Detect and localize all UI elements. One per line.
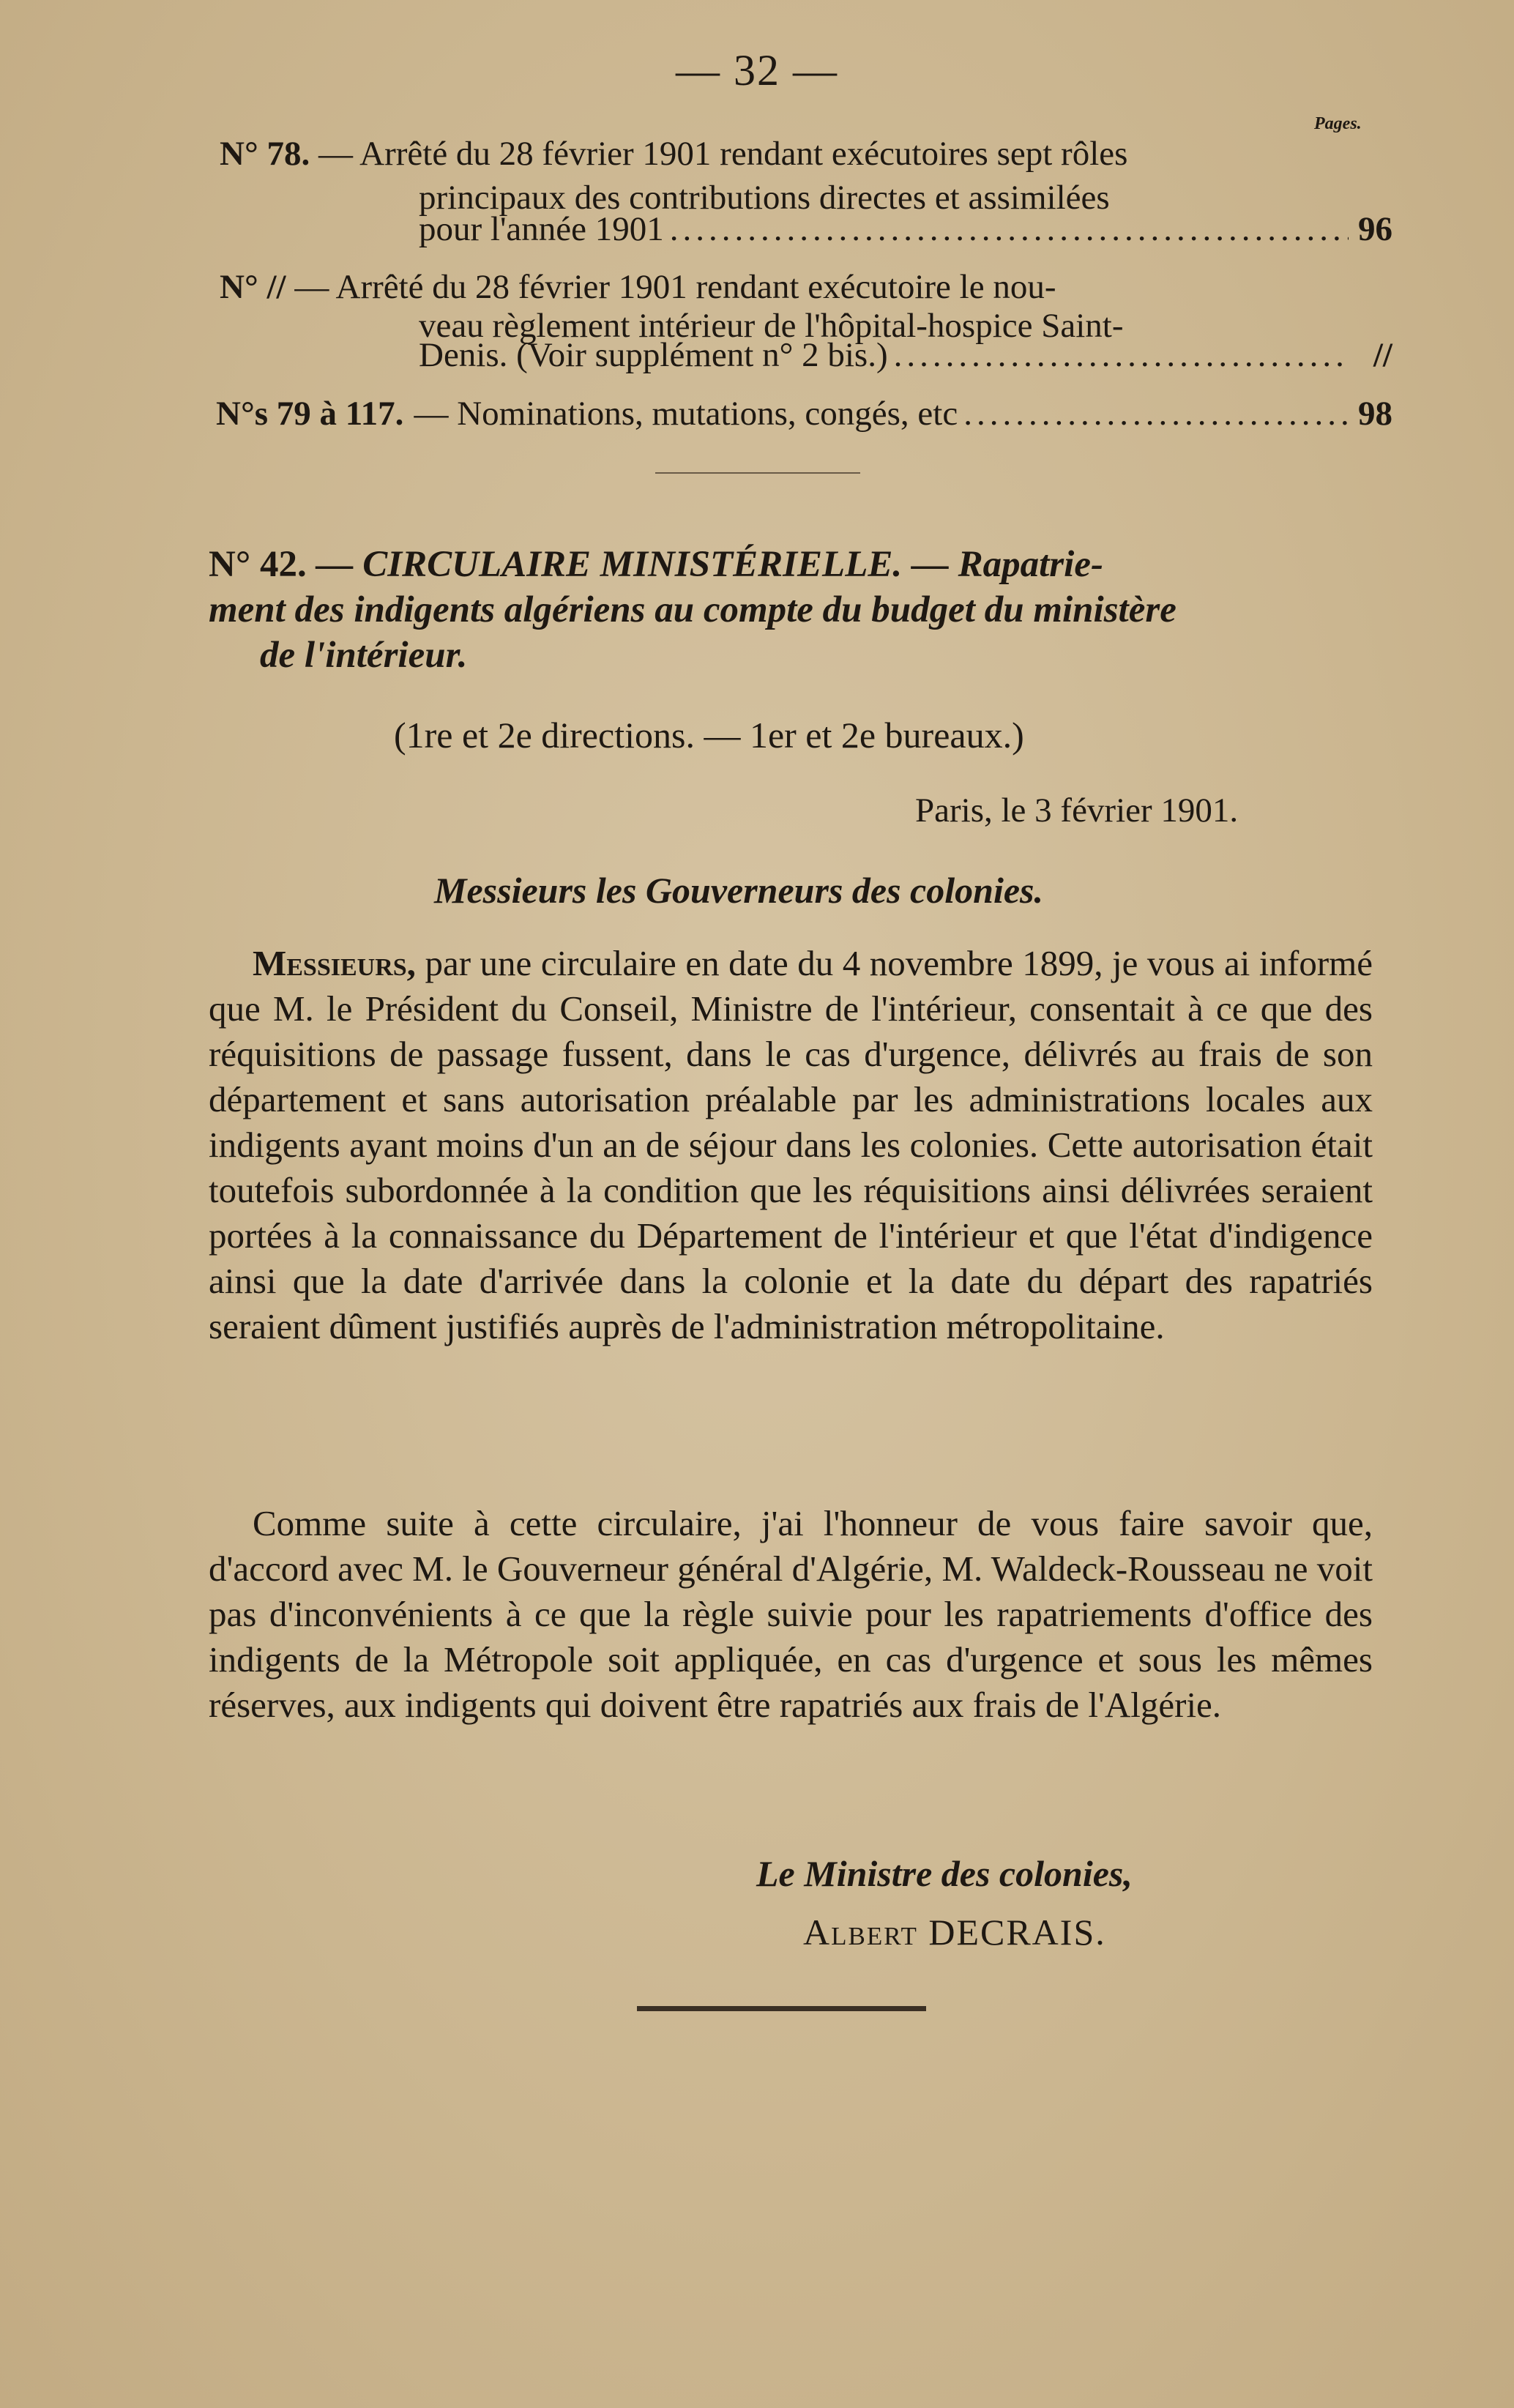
circular-title-line: de l'intérieur. [260,635,468,676]
toc-entry-text: — Arrêté du 28 février 1901 rendant exécutoire le nou- [294,268,1056,306]
circular-number: N° 42. [209,544,307,585]
pages-column-label: Pages. [1314,114,1362,133]
end-rule [637,2006,926,2011]
toc-entry-text: principaux des contributions directes et assimilées [419,179,1110,217]
toc-page-ref: 98 [1358,395,1392,433]
leader-dots [664,207,1349,251]
paragraph-lead-word: Messieurs, [253,943,416,983]
toc-page-ref: 96 [1358,210,1392,248]
leader-dots [958,392,1349,436]
paragraph-text: par une circulaire en date du 4 novembre 1899, je vous ai informé que M. le Président du Conseil, Ministre de l'intérieur, consentait à ce que des réquisitions de passage fussent, dans le cas d'urgence, délivrés au frais de son département et sans autorisation préalable par les administrations locales aux indigents ayant moins d'un an de séjour dans les colonies. Cette autorisation était toutefois subordonnée à la condition que les réquisitions ainsi délivrées seraient portées à la connaissance du Département de l'intérieur et que l'état d'indigence ainsi que la date d'arrivée dans la colonie et la date du départ des rapatriés seraient dûment justifiés auprès de l'administration métropolitaine. [209,943,1373,1346]
toc-entry [220,265,1056,309]
paragraph-text: Comme suite à cette circulaire, j'ai l'honneur de vous faire savoir que, d'accord avec M. le Gouverneur général d'Algérie, M. Waldeck-Rousseau ne voit pas d'inconvénients à ce que la règle suivie pour les rapatriements d'office des indigents de la Métropole soit appliquée, en cas d'urgence et sous les mêmes réserves, aux indigents qui doivent être rapatriés aux frais de l'Algérie. [209,1503,1373,1725]
toc-entry-text: Denis. (Voir supplément n° 2 bis.) [419,336,888,374]
toc-entry-text: pour l'année 1901 [419,210,664,248]
place-date: Paris, le 3 février 1901. [915,791,1239,830]
toc-entry-text: — Nominations, mutations, congés, etc [414,395,958,433]
leader-dots [888,333,1349,377]
signature-name: Albert DECRAIS. [803,1912,1106,1953]
directions-line: (1re et 2e directions. — 1er et 2e bureaux.) [394,715,1024,756]
signature-title: Le Ministre des colonies, [756,1853,1133,1894]
page-number: — 32 — [676,46,838,94]
toc-page-ref: // [1373,336,1392,374]
circular-title-line: — CIRCULAIRE MINISTÉRIELLE. — Rapatrie- [316,544,1103,585]
circular-heading [209,542,1176,678]
circular-title-line: ment des indigents algériens au compte du budget du ministère [209,589,1176,630]
toc-entry-text: veau règlement intérieur de l'hôpital-hospice Saint- [419,307,1124,345]
toc-entry-number: N°s 79 à 117. [216,395,404,433]
toc-entry-number: N° 78. [220,135,310,173]
toc-entry-number: N° // [220,268,286,306]
salutation: Messieurs les Gouverneurs des colonies. [434,870,1043,911]
body-paragraph [209,1501,1373,1728]
toc-entry [220,132,1127,176]
toc-entry-text: — Arrêté du 28 février 1901 rendant exécutoires sept rôles [318,135,1128,173]
body-paragraph [209,941,1373,1349]
section-divider [655,472,860,474]
